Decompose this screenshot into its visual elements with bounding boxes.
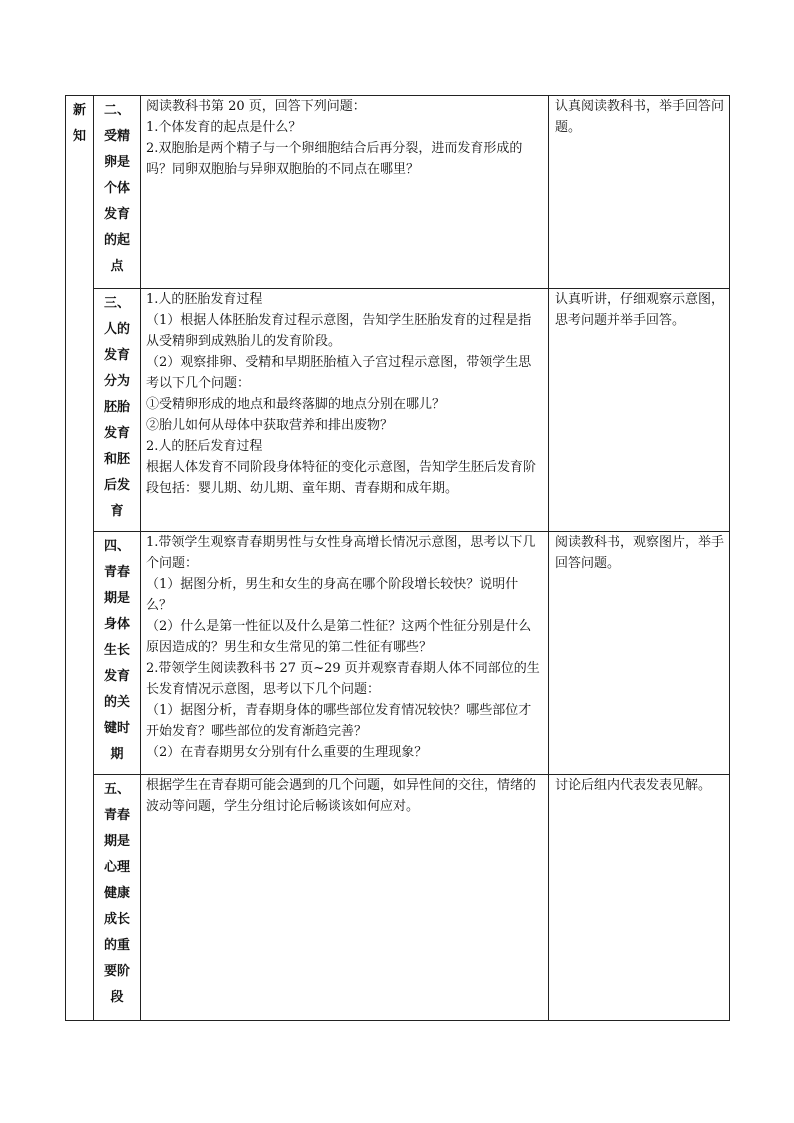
content-line: 2.带领学生阅读教科书 27 页~29 页并观察青春期人体不同部位的生长发育情况示意图，思考以下几个问题：: [146, 661, 540, 697]
topic-text: 青春: [103, 565, 130, 580]
content-line: （2）在青春期男女分别有什么重要的生理现象？: [146, 745, 428, 760]
topic-text: 四、: [103, 539, 130, 554]
topic-text: 期: [110, 747, 124, 762]
topic-text: 卵是: [103, 155, 130, 170]
table-row: [66, 532, 730, 775]
topic-text: 的关: [103, 695, 130, 710]
activity-text: 讨论后组内代表发表见解。: [555, 778, 712, 793]
content-line: （2）什么是第一性征以及什么是第二性征？这两个性征分别是什么原因造成的？男生和女生常见的第二性征有哪些？: [146, 619, 532, 655]
activity-cell: [549, 532, 730, 775]
topic-text: 心理: [103, 860, 130, 875]
topic-text: 人的: [103, 322, 130, 337]
topic-text: 发育: [103, 348, 130, 363]
activity-text: 阅读教科书，观察图片，举手回答问题。: [555, 535, 725, 571]
topic-text: 段: [110, 990, 124, 1005]
topic-text: 期是: [103, 834, 130, 849]
topic-text: 青春: [103, 808, 130, 823]
topic-text: 键时: [103, 721, 130, 736]
topic-text: 二、: [103, 103, 130, 118]
content-line: 阅读教科书第 20 页，回答下列问题：: [146, 99, 366, 114]
content-cell: [141, 289, 549, 532]
content-line: （1）根据人体胚胎发育过程示意图，告知学生胚胎发育的过程是指从受精卵到成熟胎儿的发育阶段。: [146, 313, 532, 349]
topic-text: 健康: [103, 886, 130, 901]
topic-text: 要阶: [103, 964, 130, 979]
topic-cell: [94, 532, 141, 775]
activity-cell: [549, 96, 730, 289]
topic-text: 发育: [103, 669, 130, 684]
topic-text: 五、: [103, 782, 130, 797]
content-line: （1）据图分析，男生和女生的身高在哪个阶段增长较快？说明什么？: [146, 577, 519, 613]
topic-text: 成长: [103, 912, 130, 927]
topic-text: 育: [110, 504, 124, 519]
content-cell: [141, 532, 549, 775]
topic-text: 的起: [103, 233, 130, 248]
content-line: 2.人的胚后发育过程: [146, 439, 263, 454]
content-line: 1.人的胚胎发育过程: [146, 292, 263, 307]
topic-text: 点: [110, 259, 124, 274]
topic-text: 身体: [103, 617, 130, 632]
section-label-cell: [66, 96, 94, 1021]
topic-text: 三、: [103, 296, 130, 311]
topic-text: 期是: [103, 591, 130, 606]
table-row: [66, 289, 730, 532]
content-cell: [141, 96, 549, 289]
topic-text: 受精: [103, 129, 130, 144]
content-line: （2）观察排卵、受精和早期胚胎植入子宫过程示意图，带领学生思考以下几个问题：: [146, 355, 532, 391]
topic-text: 胚胎: [103, 400, 130, 415]
topic-text: 生长: [103, 643, 130, 658]
activity-text: 认真阅读教科书，举手回答问题。: [555, 99, 725, 135]
section-label-char: 知: [72, 129, 86, 144]
content-line: ①受精卵形成的地点和最终落脚的地点分别在哪儿？: [146, 397, 446, 412]
content-line: 根据学生在青春期可能会遇到的几个问题，如异性间的交往，情绪的波动等问题，学生分组讨论后畅谈该如何应对。: [146, 778, 537, 814]
topic-text: 和胚: [103, 452, 130, 467]
activity-text: 认真听讲，仔细观察示意图，思考问题并举手回答。: [555, 292, 725, 328]
table-row: [66, 96, 730, 289]
topic-text: 发育: [103, 426, 130, 441]
activity-cell: [549, 289, 730, 532]
topic-text: 的重: [103, 938, 130, 953]
content-line: 1.带领学生观察青春期男性与女性身高增长情况示意图，思考以下几个问题：: [146, 535, 536, 571]
topic-text: 个体: [103, 181, 130, 196]
content-line: 根据人体发育不同阶段身体特征的变化示意图，告知学生胚后发育阶段包括：婴儿期、幼儿期、童年期、青春期和成年期。: [146, 460, 537, 496]
table-row: [66, 775, 730, 1021]
content-cell: [141, 775, 549, 1021]
content-line: 1.个体发育的起点是什么？: [146, 120, 302, 135]
topic-text: 分为: [103, 374, 130, 389]
lesson-plan-table: [65, 95, 730, 1021]
topic-text: 发育: [103, 207, 130, 222]
topic-cell: [94, 96, 141, 289]
section-label-char: 新: [72, 103, 86, 118]
content-line: ②胎儿如何从母体中获取营养和排出废物？: [146, 418, 394, 433]
content-line: 2.双胞胎是两个精子与一个卵细胞结合后再分裂，进而发育形成的吗？同卵双胞胎与异卵双胞胎的不同点在哪里？: [146, 141, 523, 177]
activity-cell: [549, 775, 730, 1021]
topic-cell: [94, 775, 141, 1021]
content-line: （1）据图分析，青春期身体的哪些部位发育情况较快？哪些部位才开始发育？哪些部位的发育渐趋完善？: [146, 703, 532, 739]
topic-cell: [94, 289, 141, 532]
topic-text: 后发: [103, 478, 130, 493]
